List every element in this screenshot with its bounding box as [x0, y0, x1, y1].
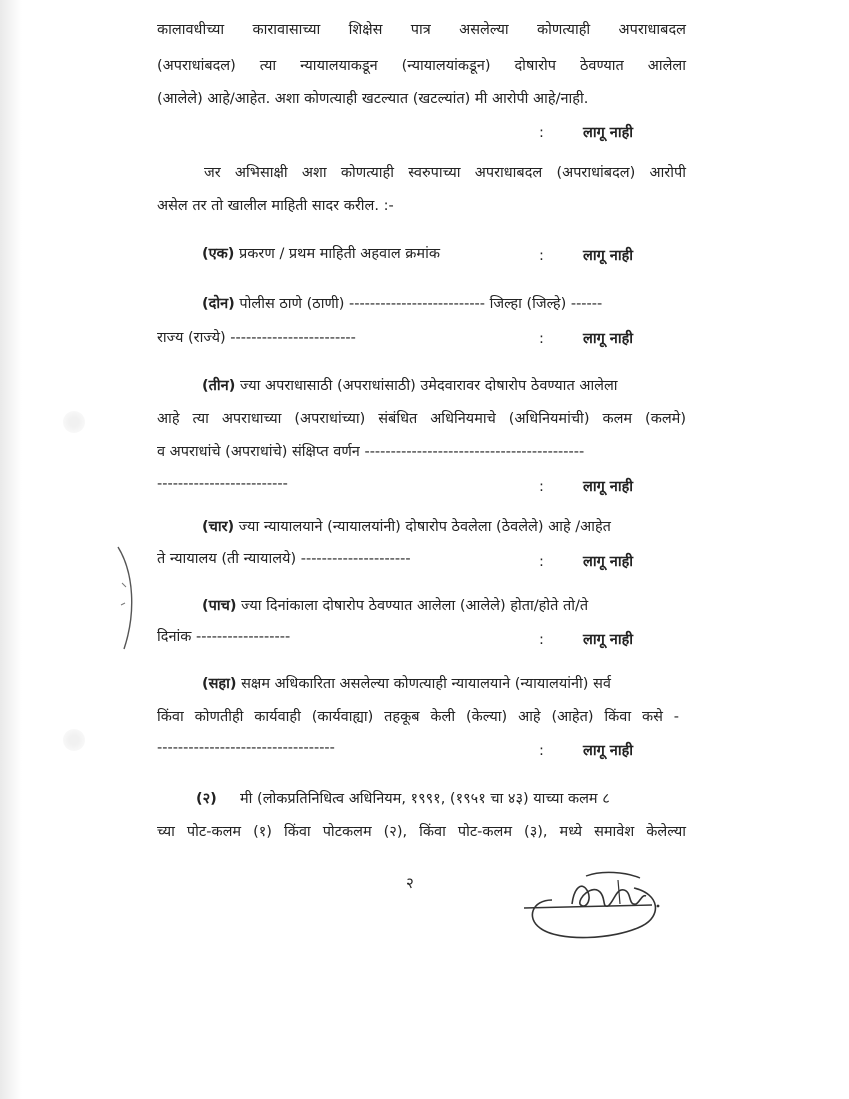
not-applicable-text: लागू नाही: [583, 331, 634, 347]
colon: :: [539, 743, 544, 759]
scan-edge: [0, 0, 22, 1099]
clause-label: (२): [196, 791, 217, 807]
binding-mark: [112, 543, 142, 653]
item-four-line: ते न्यायालय (ती न्यायालये) ---------------------: [157, 551, 411, 567]
item-six-status: [539, 742, 633, 760]
item-four-status: [539, 553, 633, 571]
item-two-line: राज्य (राज्ये) ------------------------: [157, 330, 356, 346]
item-one: [202, 245, 440, 263]
item-label: (पाच): [202, 598, 237, 614]
item-two: [202, 295, 602, 313]
intro-line: कालावधीच्या कारावासाच्या शिक्षेस पात्र असलेल्या कोणत्याही अपराधाबदल: [157, 22, 686, 38]
item-four: [202, 518, 611, 536]
intro-status: [539, 124, 633, 142]
item-text: प्रकरण / प्रथम माहिती अहवाल क्रमांक: [239, 246, 440, 262]
punch-hole: [63, 729, 85, 751]
signature: [522, 858, 672, 940]
item-text: ज्या अपराधासाठी (अपराधांसाठी) उमेदवारावर दोषारोप ठेवण्यात आलेला: [239, 378, 618, 394]
item-five-line: दिनांक ------------------: [157, 629, 291, 645]
item-six-line: ----------------------------------: [157, 740, 335, 756]
colon: :: [539, 125, 544, 141]
item-three-line: आहे त्या अपराधाच्या (अपराधांच्या) संबंधित अधिनियमाचे (अधिनियमांची) कलम (कलमे): [157, 411, 686, 427]
clause-text: मी (लोकप्रतिनिधित्व अधिनियम, १९९१, (१९५१ चा ४३) याच्या कलम ८: [240, 791, 610, 807]
item-label: (दोन): [202, 296, 235, 312]
colon: :: [539, 479, 544, 495]
not-applicable-text: लागू नाही: [583, 479, 634, 495]
item-text: ज्या न्यायालयाने (न्यायालयांनी) दोषारोप ठेवलेला (ठेवलेले) आहे /आहेत: [238, 519, 611, 535]
item-three-line: व अपराधांचे (अपराधांचे) संक्षिप्त वर्णन ------------------------------------------: [157, 444, 585, 460]
item-label: (एक): [202, 246, 235, 262]
item-six-line: किंवा कोणतीही कार्यवाही (कार्यवाह्या) तहकूब केली (केल्या) आहे (आहेत) किंवा कसे -: [157, 709, 679, 725]
intro-line: (अपराधांबदल) त्या न्यायालयाकडून (न्यायालयांकडून) दोषारोप ठेवण्यात आलेला: [157, 58, 686, 74]
item-text: सक्षम अधिकारिता असलेल्या कोणत्याही न्यायालयाने (न्यायालयांनी) सर्व: [241, 676, 611, 692]
colon: :: [539, 248, 544, 264]
intro-line: (आलेले) आहे/आहेत. अशा कोणत्याही खटल्यात (खटल्यांत) मी आरोपी आहे/नाही.: [157, 91, 589, 107]
clause-two: [196, 790, 610, 808]
clause-two-line: च्या पोट-कलम (१) किंवा पोटकलम (२), किंवा पोट-कलम (३), मध्ये समावेश केलेल्या: [157, 824, 686, 840]
item-two-status: [539, 330, 633, 348]
page-number: २: [406, 874, 414, 892]
colon: :: [539, 331, 544, 347]
item-text: पोलीस ठाणे (ठाणी) -------------------------- जिल्हा (जिल्हे) ------: [239, 296, 603, 312]
item-label: (तीन): [202, 378, 236, 394]
item-three-line: -------------------------: [157, 476, 288, 492]
not-applicable-text: लागू नाही: [583, 125, 634, 141]
paragraph-line: जर अभिसाक्षी अशा कोणत्याही स्वरुपाच्या अपराधाबदल (अपराधांबदल) आरोपी: [204, 165, 686, 181]
not-applicable-text: लागू नाही: [583, 248, 634, 264]
item-three: [202, 377, 618, 395]
colon: :: [539, 632, 544, 648]
item-five-status: [539, 631, 633, 649]
item-label: (चार): [202, 519, 235, 535]
item-three-status: [539, 478, 633, 496]
not-applicable-text: लागू नाही: [583, 632, 634, 648]
item-label: (सहा): [202, 676, 237, 692]
paragraph-line: असेल तर तो खालील माहिती सादर करील. :-: [157, 198, 394, 214]
not-applicable-text: लागू नाही: [583, 743, 634, 759]
not-applicable-text: लागू नाही: [583, 554, 634, 570]
item-one-status: [539, 247, 633, 265]
colon: :: [539, 554, 544, 570]
punch-hole: [63, 411, 85, 433]
item-five: [202, 597, 588, 615]
item-six: [202, 675, 611, 693]
item-text: ज्या दिनांकाला दोषारोप ठेवण्यात आलेला (आलेले) होता/होते तो/ते: [241, 598, 589, 614]
